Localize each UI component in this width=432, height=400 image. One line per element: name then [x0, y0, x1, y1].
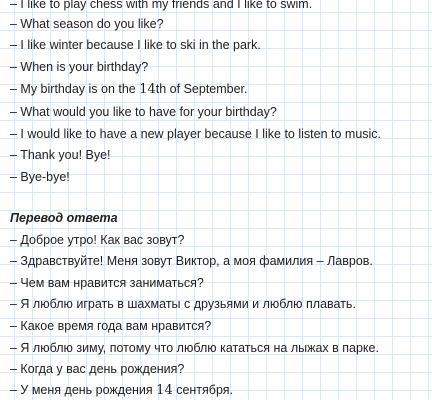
translation-line: – Я люблю играть в шахматы с друзьями и люблю плавать. — [10, 297, 356, 311]
dialogue-line: – What season do you like? — [10, 17, 164, 31]
dialogue-line — [10, 81, 248, 98]
dialogue-line: – I like winter because I like to ski in the park. — [10, 38, 261, 52]
dialogue-line: – When is your birthday? — [10, 60, 149, 74]
line-text-start: – У меня день рождения — [10, 383, 157, 397]
date-number: 14 — [139, 82, 156, 97]
translation-line — [10, 382, 233, 399]
dialogue-line: – I like to play chess with my friends and I like to swim. — [10, 0, 313, 11]
translation-line: – Здравствуйте! Меня зовут Виктор, а моя фамилия – Лавров. — [10, 254, 373, 268]
translation-line: – Я люблю зиму, потому что люблю кататься на лыжах в парке. — [10, 341, 379, 355]
dialogue-line: – I would like to have a new player because I like to listen to music. — [10, 127, 382, 141]
line-text-end: сентября. — [172, 383, 234, 397]
dialogue-line: – Thank you! Bye! — [10, 148, 111, 162]
translation-line: – Доброе утро! Как вас зовут? — [10, 233, 185, 247]
dialogue-line: – Bye-bye! — [10, 170, 70, 184]
dialogue-line: – What would you like to have for your birthday? — [10, 105, 277, 119]
translation-line: – Какое время года вам нравится? — [10, 319, 212, 333]
translation-line: – Когда у вас день рождения? — [10, 362, 185, 376]
translation-line: – Чем вам нравится заниматься? — [10, 276, 204, 290]
line-text-end: th of September. — [155, 82, 248, 96]
date-number: 14 — [156, 383, 173, 398]
translation-heading: Перевод ответа — [10, 211, 118, 225]
line-text-start: – My birthday is on the — [10, 82, 140, 96]
